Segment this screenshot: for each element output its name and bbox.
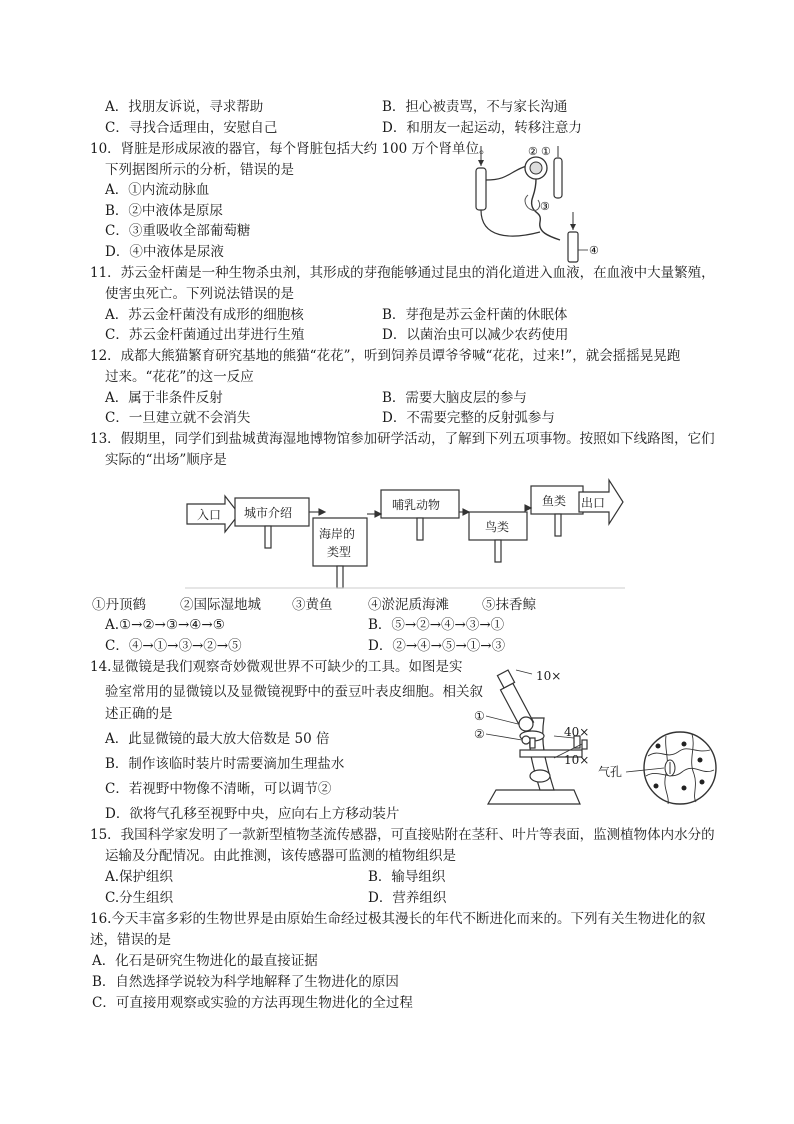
q15-stem-line2: 运输及分配情况。由此推测，该传感器可监测的植物组织是 [105, 848, 456, 864]
q12-option-d: D．不需要完整的反射弧参与 [382, 410, 555, 426]
q10-option-a: A．①内流动脉血 [105, 182, 210, 198]
q12-option-b: B．需要大脑皮层的参与 [382, 390, 527, 406]
route-exit: 出口 [581, 496, 606, 510]
label-3: ③ [540, 200, 550, 213]
q12-stem-line2: 过来。“花花”的这一反应 [105, 369, 254, 385]
q15-stem-line1: 15．我国科学家发明了一款新型植物茎流传感器，可直接贴附在茎秆、叶片等表面，监测植物体内水分的 [90, 827, 715, 843]
label-n1: ① [474, 709, 485, 723]
label-eyepiece-10x: 10× [536, 669, 562, 683]
q11-option-b: B．芽孢是苏云金杆菌的休眠体 [382, 307, 568, 323]
route-coast-1: 海岸的 [319, 527, 356, 541]
route-entrance: 入口 [197, 508, 222, 522]
q16-option-c: C．可直接用观察或实验的方法再现生物进化的全过程 [92, 995, 413, 1011]
fine-knob [522, 736, 530, 744]
microscope-mirror [530, 770, 550, 782]
microscope-base [488, 790, 580, 804]
q16-stem-line1: 16.今天丰富多彩的生物世界是由原始生命经过极其漫长的年代不断进化而来的。下列有关生物进化的叙 [90, 911, 706, 927]
q11-stem-line1: 11．苏云金杆菌是一种生物杀虫剂，其形成的芽孢能够通过昆虫的消化道进入血液，在血液中大量繁殖， [90, 265, 715, 281]
q15-option-b: B．输导组织 [368, 869, 446, 885]
q13-option-c: C．④→①→③→②→⑤ [105, 638, 242, 654]
q9-option-b: B．担心被责骂，不与家长沟通 [382, 99, 568, 115]
q13-item-2: ②国际湿地城 [180, 597, 261, 613]
q12-option-c: C．一旦建立就不会消失 [105, 410, 251, 426]
microscope-figure [470, 664, 720, 814]
q9-option-c: C．寻找合适理由，安慰自己 [105, 120, 278, 136]
label-1: ① [541, 145, 551, 158]
q13-item-5: ⑤抹香鲸 [482, 597, 536, 613]
q9-option-a: A．找朋友诉说，寻求帮助 [105, 99, 264, 115]
q13-option-b: B．⑤→②→④→③→① [368, 617, 505, 633]
route-bird: 鸟类 [485, 520, 510, 534]
museum-route-diagram [185, 472, 625, 592]
coarse-knob [519, 717, 533, 731]
route-fish: 鱼类 [542, 494, 567, 508]
q14-stem-line3: 述正确的是 [105, 706, 173, 722]
q10-option-d: D．④中液体是尿液 [105, 244, 224, 260]
q13-item-1: ①丹顶鹤 [92, 597, 146, 613]
q13-item-4: ④淤泥质海滩 [368, 597, 449, 613]
q11-option-d: D．以菌治虫可以减少农药使用 [382, 327, 569, 343]
q15-option-d: D．营养组织 [368, 890, 447, 906]
nephron-diagram [470, 140, 610, 265]
route-coast-2: 类型 [327, 545, 352, 559]
label-2: ② [528, 145, 538, 158]
label-n2: ② [474, 727, 485, 741]
q9-option-d: D．和朋友一起运动，转移注意力 [382, 120, 582, 136]
q10-stem-line2: 下列据图所示的分析，错误的是 [105, 162, 294, 178]
q14-option-d: D．欲将气孔移至视野中央，应向右上方移动装片 [105, 806, 400, 822]
q14-option-c: C．若视野中物像不清晰，可以调节② [105, 781, 332, 797]
label-stoma: 气孔 [598, 765, 623, 779]
q10-stem-line1: 10．肾脏是形成尿液的器官，每个肾脏包括大约 100 万个肾单位。 [90, 141, 493, 157]
label-4: ④ [589, 244, 599, 257]
q13-item-3: ③黄鱼 [292, 597, 333, 613]
q11-option-c: C．苏云金杆菌通过出芽进行生殖 [105, 327, 305, 343]
q14-option-a: A．此显微镜的最大放大倍数是 50 倍 [105, 731, 330, 747]
q13-option-d: D．②→④→⑤→①→③ [368, 638, 506, 654]
label-objective-10x: 10× [564, 753, 590, 767]
q14-option-b: B．制作该临时装片时需要滴加生理盐水 [105, 756, 345, 772]
q10-option-b: B．②中液体是原尿 [105, 203, 223, 219]
q16-option-b: B．自然选择学说较为科学地解释了生物进化的原因 [92, 974, 399, 990]
field-of-view [644, 732, 716, 804]
label-objective-40x: 40× [564, 725, 590, 739]
q16-option-a: A．化石是研究生物进化的最直接证据 [92, 953, 318, 969]
q15-option-a: A.保护组织 [105, 869, 174, 885]
q14-stem-line1: 14.显微镜是我们观察奇妙微观世界不可缺少的工具。如图是实 [90, 659, 463, 675]
route-city: 城市介绍 [244, 506, 293, 520]
q16-stem-line2: 述，错误的是 [90, 932, 171, 948]
q13-option-a: A.①→②→③→④→⑤ [105, 617, 225, 633]
q12-option-a: A．属于非条件反射 [105, 390, 223, 406]
q10-option-c: C．③重吸收全部葡萄糖 [105, 223, 251, 239]
q12-stem-line1: 12．成都大熊猫繁育研究基地的熊猫“花花”，听到饲养员谭爷爷喊“花花，过来!”，就会摇摇晃晃跑 [90, 348, 681, 364]
q15-option-c: C.分生组织 [105, 890, 174, 906]
q13-stem-line1: 13．假期里，同学们到盐城黄海湿地博物馆参加研学活动，了解到下列五项事物。按照如下线路图，它们 [90, 431, 715, 447]
q11-option-a: A．苏云金杆菌没有成形的细胞核 [105, 307, 304, 323]
q13-stem-line2: 实际的“出场”顺序是 [105, 452, 227, 468]
q14-stem-line2: 验室常用的显微镜以及显微镜视野中的蚕豆叶表皮细胞。相关叙 [105, 684, 483, 700]
route-mammal: 哺乳动物 [392, 498, 441, 512]
q11-stem-line2: 使害虫死亡。下列说法错误的是 [105, 286, 294, 302]
